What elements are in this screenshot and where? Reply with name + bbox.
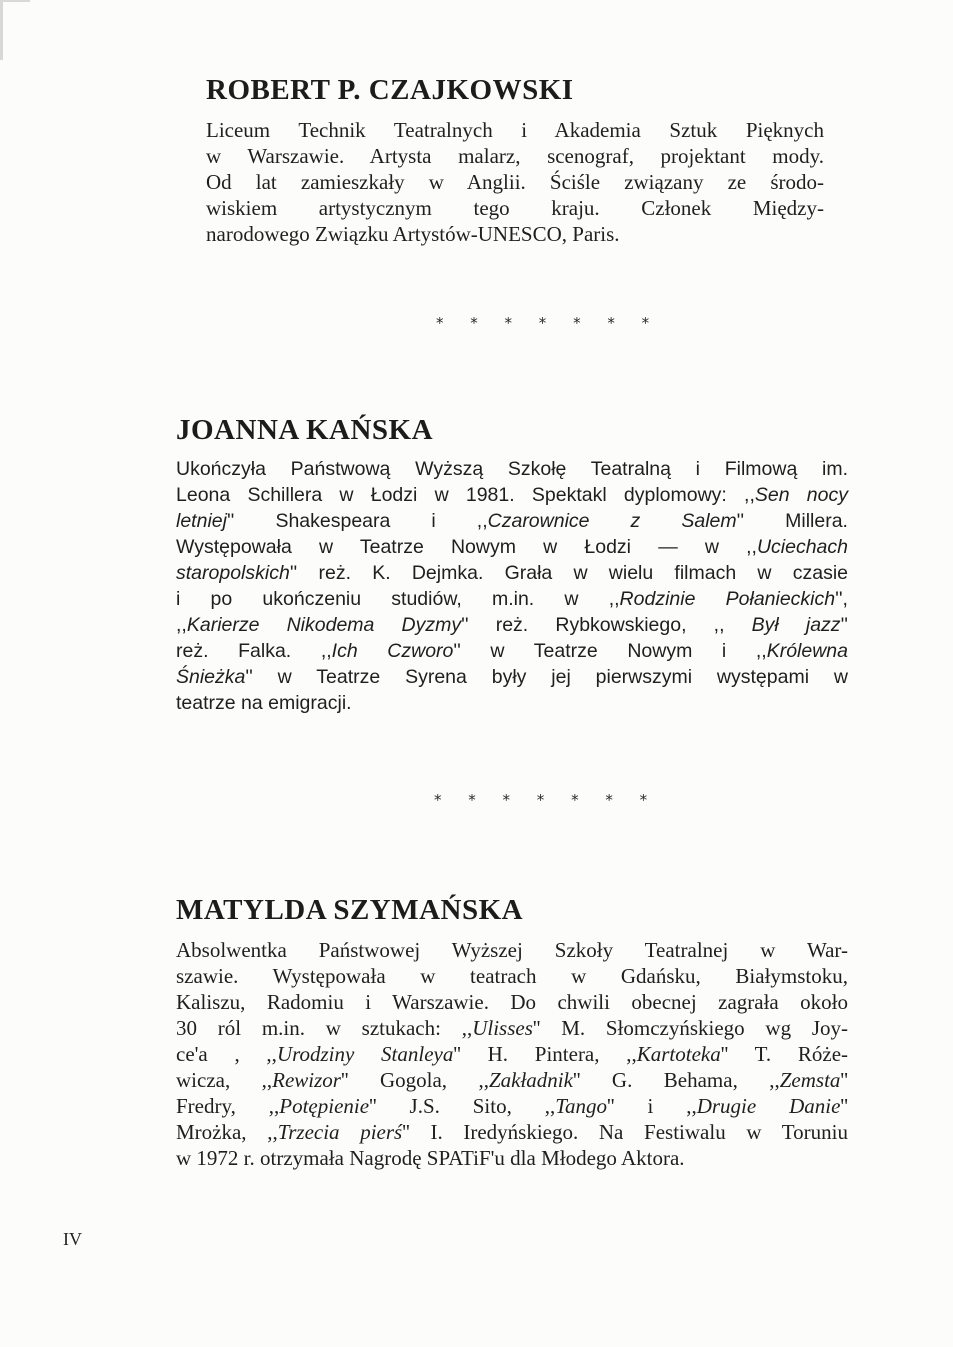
text-run: Mrożka, ,, — [176, 1120, 278, 1144]
text-run: 30 ról m.in. w sztukach: ,, — [176, 1016, 473, 1040]
text-run: '' Gogola, ,, — [340, 1068, 489, 1092]
text-run: Leona Schillera w Łodzi w 1981. Spektakl dyplomowy: ,, — [176, 484, 755, 506]
italic-title: staropolskich — [176, 562, 290, 584]
bio-szymanska — [176, 937, 848, 1171]
text-run: '' w Teatrze Syrena były jej pierwszymi występami w — [245, 666, 848, 688]
italic-title: Zemsta — [779, 1068, 841, 1092]
text-run: '' — [840, 614, 849, 636]
italic-title: Uciechach — [756, 536, 848, 558]
text-run: reż. Falka. ,, — [176, 640, 332, 662]
italic-title: Tango — [555, 1094, 608, 1118]
text-run: wicza, ,, — [176, 1068, 273, 1092]
italic-title: Sen nocy — [754, 484, 848, 506]
bio-line — [176, 1093, 848, 1119]
bio-line: w Warszawie. Artysta malarz, scenograf, projektant mody. — [206, 144, 824, 168]
text-run: '' reż. Rybkowskiego, ,, — [461, 614, 752, 636]
italic-title: Ulisses — [472, 1016, 533, 1040]
page-number: IV — [63, 1229, 82, 1249]
bio-line — [176, 560, 848, 586]
bio-line — [176, 937, 848, 963]
italic-title: Trzecia pierś — [277, 1120, 403, 1144]
bio-line — [176, 989, 848, 1015]
text-run: '' H. Pintera, ,, — [453, 1042, 637, 1066]
bio-line — [176, 612, 848, 638]
section-separator: * * * * * * * — [434, 791, 659, 809]
italic-title: Rodzinie Połanieckich — [619, 588, 836, 610]
text-run: '' J.S. Sito, ,, — [369, 1094, 556, 1118]
text-run: '' Shakespeara i ,, — [226, 510, 488, 532]
text-run: Absolwentka Państwowej Wyższej Szkoły Teatralnej w War- — [176, 938, 848, 962]
bio-czajkowski — [206, 117, 824, 247]
bio-line — [176, 482, 848, 508]
bio-line: Od lat zamieszkały w Anglii. Ściśle związany ze środo- — [206, 170, 824, 194]
bio-line — [176, 690, 848, 716]
section-heading-szymanska: MATYLDA SZYMAŃSKA — [176, 894, 524, 926]
text-run: '' — [840, 1068, 848, 1092]
scan-edge — [0, 0, 30, 2]
text-run: teatrze na emigracji. — [176, 692, 352, 714]
italic-title: Drugie Danie — [696, 1094, 841, 1118]
italic-title: Był jazz — [751, 614, 841, 636]
text-run: Kaliszu, Radomiu i Warszawie. Do chwili obecnej zagrała około — [176, 990, 848, 1014]
italic-title: Rewizor — [272, 1068, 341, 1092]
bio-line: narodowego Związku Artystów-UNESCO, Paris. — [206, 222, 620, 246]
text-run: '' Millera. — [736, 510, 848, 532]
section-separator: * * * * * * * — [436, 314, 661, 332]
text-run: '' i ,, — [607, 1094, 697, 1118]
text-run: Występowała w Teatrze Nowym w Łodzi — w ,, — [176, 536, 757, 558]
text-run: '', — [835, 588, 848, 610]
italic-title: Królewna — [766, 640, 848, 662]
italic-title: Potępienie — [279, 1094, 370, 1118]
bio-line — [176, 1145, 848, 1171]
bio-line — [176, 456, 848, 482]
bio-line — [176, 664, 848, 690]
text-run: szawie. Występowała w teatrach w Gdańsku, Białymstoku, — [176, 964, 848, 988]
text-run: ,, — [176, 614, 187, 636]
bio-line — [176, 1119, 848, 1145]
bio-line — [176, 586, 848, 612]
text-run: i po ukończeniu studiów, m.in. w ,, — [176, 588, 620, 610]
bio-line — [176, 1067, 848, 1093]
bio-kanska — [176, 456, 848, 716]
text-run: Fredry, ,, — [176, 1094, 280, 1118]
text-run: '' G. Behama, ,, — [572, 1068, 780, 1092]
bio-line — [176, 638, 848, 664]
section-heading-kanska: JOANNA KAŃSKA — [176, 414, 434, 446]
text-run: w 1972 r. otrzymała Nagrodę SPATiF'u dla Młodego Aktora. — [176, 1146, 685, 1170]
text-run: '' w Teatrze Nowym i ,, — [453, 640, 767, 662]
text-run: Ukończyła Państwową Wyższą Szkołę Teatralną i Filmową im. — [176, 458, 848, 480]
italic-title: letniej — [176, 510, 227, 532]
bio-line: Liceum Technik Teatralnych i Akademia Sztuk Pięknych — [206, 118, 824, 142]
italic-title: Ich Czworo — [331, 640, 454, 662]
italic-title: Czarownice z Salem — [487, 510, 737, 532]
bio-line — [176, 508, 848, 534]
text-run: '' T. Róże- — [720, 1042, 849, 1066]
text-run: '' — [840, 1094, 848, 1118]
text-run: '' M. Słomczyńskiego wg Joy- — [532, 1016, 849, 1040]
bio-line — [176, 963, 848, 989]
section-heading-czajkowski: ROBERT P. CZAJKOWSKI — [206, 74, 574, 106]
bio-line — [176, 534, 848, 560]
italic-title: Zakładnik — [488, 1068, 573, 1092]
italic-title: Kartoteka — [636, 1042, 721, 1066]
italic-title: Urodziny Stanleya — [276, 1042, 454, 1066]
scan-edge — [0, 0, 3, 60]
italic-title: Śnieżka — [176, 666, 246, 688]
text-run: '' I. Iredyńskiego. Na Festiwalu w Toruniu — [402, 1120, 848, 1144]
bio-line — [176, 1041, 848, 1067]
italic-title: Karierze Nikodema Dyzmy — [186, 614, 462, 636]
bio-line — [176, 1015, 848, 1041]
text-run: '' reż. K. Dejmka. Grała w wielu filmach w czasie — [289, 562, 848, 584]
bio-line: wiskiem artystycznym tego kraju. Członek Między- — [206, 196, 824, 220]
text-run: ce'a , ,, — [176, 1042, 277, 1066]
